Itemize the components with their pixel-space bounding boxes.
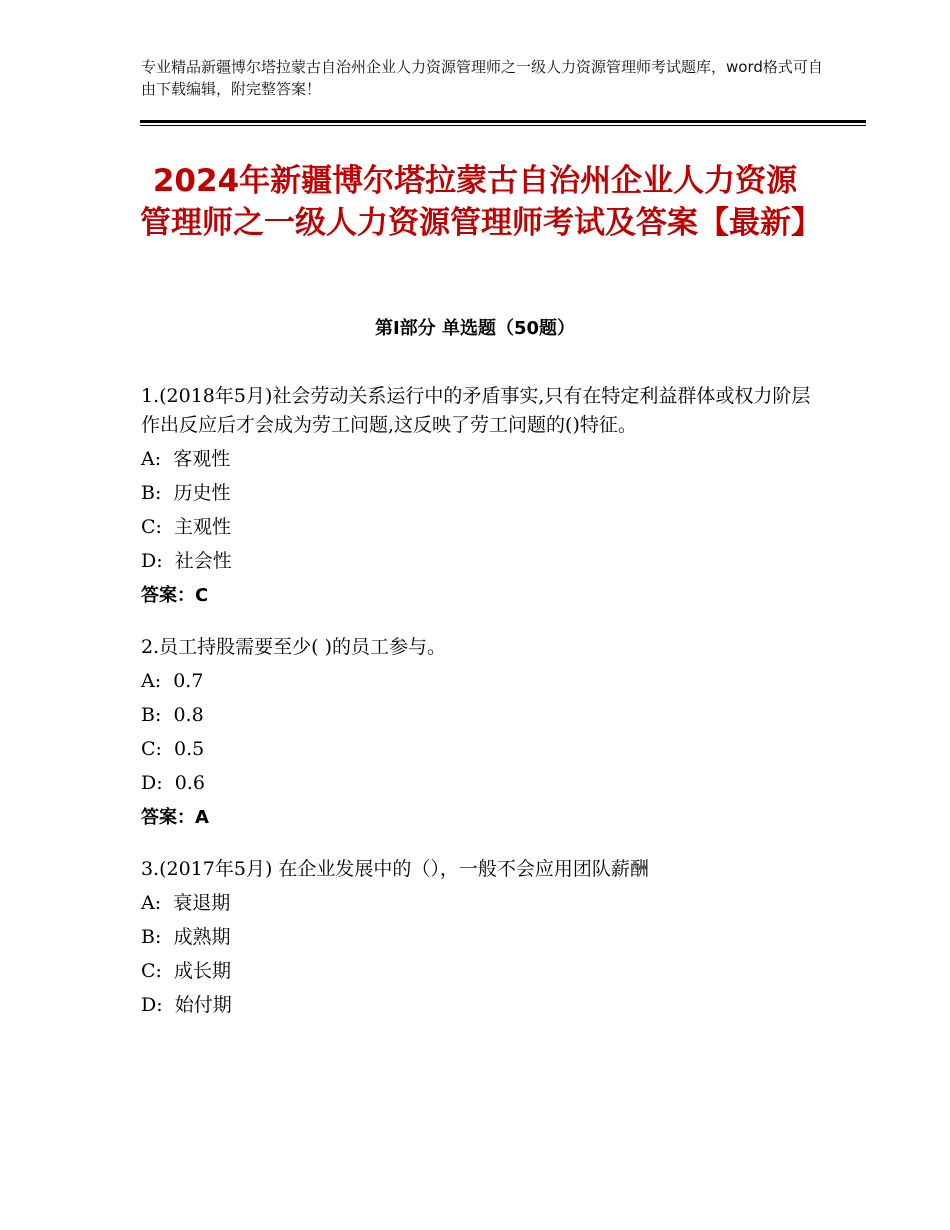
answer: 答案：A bbox=[141, 807, 209, 828]
document-title: 2024年新疆博尔塔拉蒙古自治州企业人力资源管理师之一级人力资源管理师考试及答案【最新】 bbox=[140, 163, 822, 241]
section-title: 第Ⅰ部分 单选题（50题） bbox=[374, 318, 575, 339]
header-note: 专业精品新疆博尔塔拉蒙古自治州企业人力资源管理师之一级人力资源管理师考试题库，word格式可自由下载编辑，附完整答案！ bbox=[141, 58, 823, 98]
answer: 答案：C bbox=[141, 585, 209, 606]
option-b: B: 成熟期 bbox=[141, 926, 231, 948]
question-stem: 3.(2017年5月) 在企业发展中的（），一般不会应用团队薪酬 bbox=[141, 858, 649, 880]
question-2 bbox=[141, 633, 821, 832]
option-c: C: 0.5 bbox=[141, 738, 205, 760]
option-a: A: 衰退期 bbox=[141, 892, 231, 914]
option-a: A: 客观性 bbox=[141, 448, 231, 470]
option-a: A: 0.7 bbox=[141, 670, 204, 692]
option-d: D: 社会性 bbox=[141, 550, 232, 572]
option-b: B: 0.8 bbox=[141, 704, 204, 726]
question-stem: 2.员工持股需要至少( )的员工参与。 bbox=[141, 636, 446, 658]
header-rule-thin bbox=[140, 125, 866, 126]
question-1 bbox=[141, 382, 821, 610]
question-3 bbox=[141, 855, 821, 1020]
option-b: B: 历史性 bbox=[141, 482, 231, 504]
option-d: D: 0.6 bbox=[141, 772, 205, 794]
question-list bbox=[141, 382, 821, 1043]
question-stem: 1.(2018年5月)社会劳动关系运行中的矛盾事实,只有在特定利益群体或权力阶层作出反应后才会成为劳工问题,这反映了劳工问题的()特征。 bbox=[141, 385, 811, 436]
option-d: D: 始付期 bbox=[141, 994, 232, 1016]
header-rule-thick bbox=[140, 120, 866, 123]
option-c: C: 成长期 bbox=[141, 960, 232, 982]
option-c: C: 主观性 bbox=[141, 516, 232, 538]
